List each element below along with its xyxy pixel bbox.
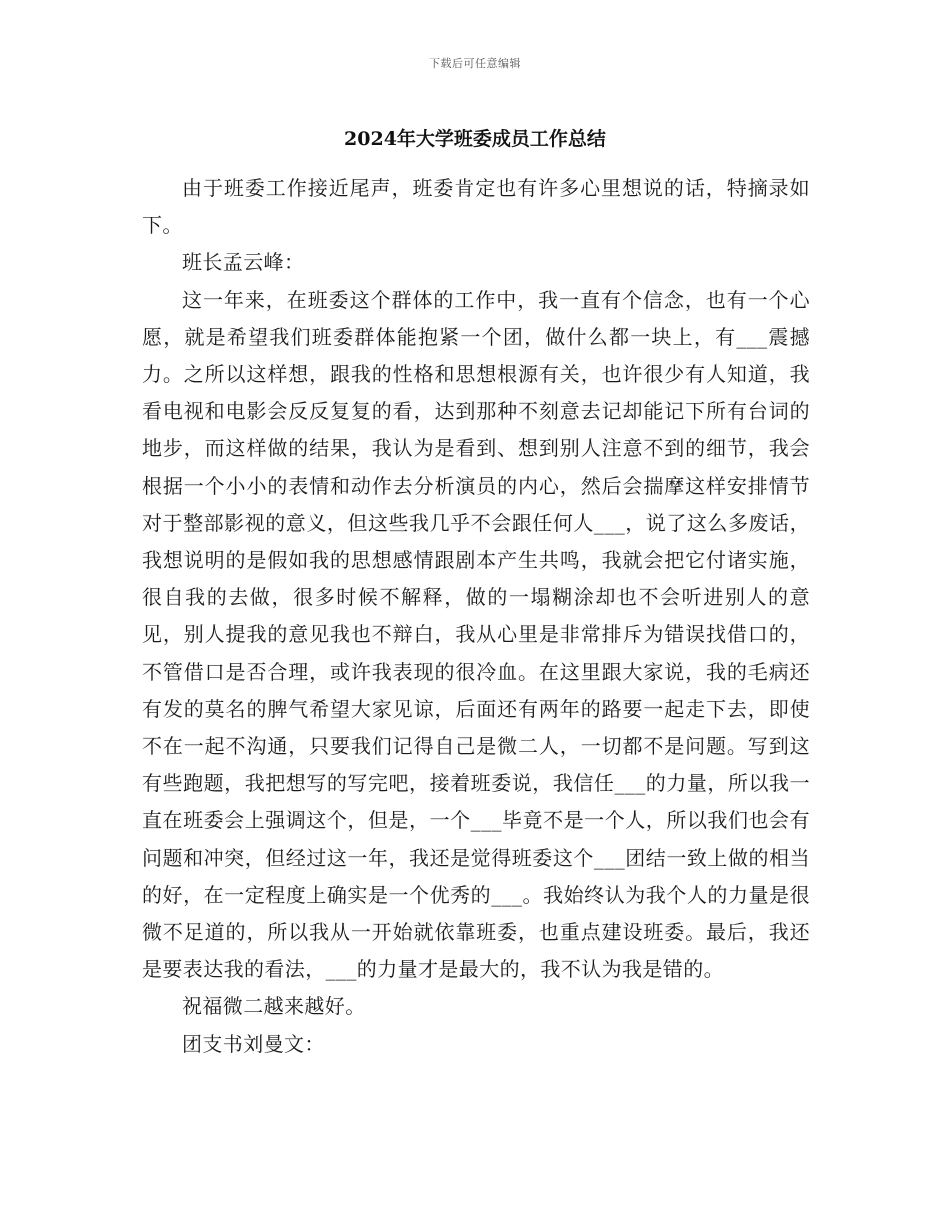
- document-body: [142, 170, 810, 1063]
- monitor-statement-paragraph: 这一年来，在班委这个群体的工作中，我一直有个信念，也有一个心愿，就是希望我们班委群体能抱紧一个团，做什么都一块上，有___震撼力。之所以这样想，跟我的性格和思想根源有关，也许很少有人知道，我看电视和电影会反反复复的看，达到那种不刻意去记却能记下所有台词的地步，而这样做的结果，我认为是看到、想到别人注意不到的细节，我会根据一个小小的表情和动作去分析演员的内心，然后会揣摩这样安排情节对于整部影视的意义，但这些我几乎不会跟任何人___，说了这么多废话，我想说明的是假如我的思想感情跟剧本产生共鸣，我就会把它付诸实施，很自我的去做，很多时候不解释，做的一塌糊涂却也不会听进别人的意见，别人提我的意见我也不辩白，我从心里是非常排斥为错误找借口的，不管借口是否合理，或许我表现的很冷血。在这里跟大家说，我的毛病还有发的莫名的脾气希望大家见谅，后面还有两年的路要一起走下去，即使不在一起不沟通，只要我们记得自己是微二人，一切都不是问题。写到这有些跑题，我把想写的写完吧，接着班委说，我信任___的力量，所以我一直在班委会上强调这个，但是，一个___毕竟不是一个人，所以我们也会有问题和冲突，但经过这一年，我还是觉得班委这个___团结一致上做的相当的好，在一定程度上确实是一个优秀的___。我始终认为我个人的力量是很微不足道的，所以我从一开始就依靠班委，也重点建设班委。最后，我还是要表达我的看法，___的力量才是最大的，我不认为我是错的。: [142, 287, 810, 982]
- speaker-heading-league-secretary: 团支书刘曼文：: [182, 1031, 325, 1056]
- document-title: 2024年大学班委成员工作总结: [344, 128, 606, 150]
- speaker-heading-monitor: 班长孟云峰：: [182, 250, 305, 275]
- intro-paragraph: 由于班委工作接近尾声，班委肯定也有许多心里想说的话，特摘录如下。: [142, 176, 810, 238]
- blessing-paragraph: 祝福微二越来越好。: [182, 994, 366, 1019]
- header-note: 下载后可任意编辑: [429, 57, 521, 70]
